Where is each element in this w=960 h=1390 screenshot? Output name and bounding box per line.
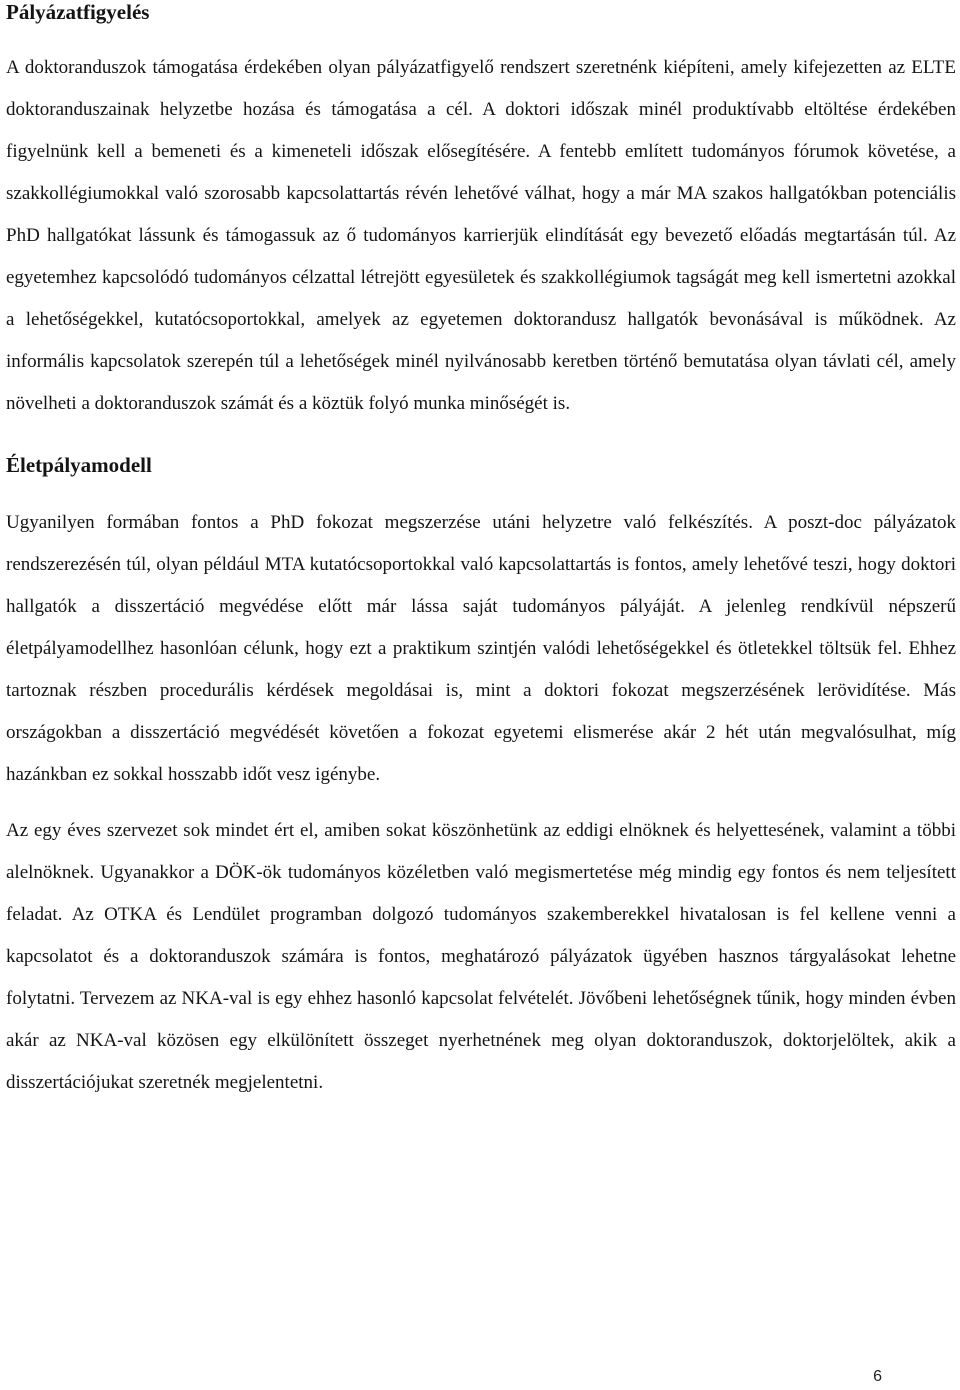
document-page: [6, 0, 956, 1104]
page-number: 6: [873, 1368, 882, 1385]
section-heading-eletpalyamodell: Életpályamodell: [6, 453, 152, 478]
body-paragraph: Az egy éves szervezet sok mindet ért el, amiben sokat köszönhetünk az eddigi elnöknek és helyettesének, valamint a többi alelnöknek. Ugyanakkor a DÖK-ök tudományos közéletben való megismertetése még mindig egy fontos és nem teljesített feladat. Az OTKA és Lendület programban dolgozó tudományos szakemberekkel hivatalosan is fel kellene venni a kapcsolatot és a doktoranduszok számára is fontos, meghatározó pályázatok ügyében hasznos tárgyalásokat lehetne folytatni. Tervezem az NKA-val is egy ehhez hasonló kapcsolat felvételét. Jövőbeni lehetőségnek tűnik, hogy minden évben akár az NKA-val közösen egy elkülönített összeget nyerhetnének meg olyan doktoranduszok, doktorjelöltek, akik a disszertációjukat szeretnék megjelentetni.: [6, 820, 956, 1094]
body-paragraph: Ugyanilyen formában fontos a PhD fokozat megszerzése utáni helyzetre való felkészítés. A poszt-doc pályázatok rendszerezésén túl, olyan például MTA kutatócsoportokkal való kapcsolattartás is fontos, amely lehetővé teszi, hogy doktori hallgatók a disszertáció megvédése előtt már lássa saját tudományos pályáját. A jelenleg rendkívül népszerű életpályamodellhez hasonlóan célunk, hogy ezt a praktikum szintjén valódi lehetőségekkel és ötletekkel töltsük fel. Ehhez tartoznak részben procedurális kérdések megoldásai is, mint a doktori fokozat megszerzésének lerövidítése. Más országokban a disszertáció megvédését követően a fokozat egyetemi elismerése akár 2 hét után megvalósulhat, míg hazánkban ez sokkal hosszabb időt vesz igénybe.: [6, 512, 956, 786]
body-paragraph: A doktoranduszok támogatása érdekében olyan pályázatfigyelő rendszert szeretnénk kiépíteni, amely kifejezetten az ELTE doktoranduszainak helyzetbe hozása és támogatása a cél. A doktori időszak minél produktívabb eltöltése érdekében figyelnünk kell a bemeneti és a kimeneteli időszak elősegítésére. A fentebb említett tudományos fórumok követése, a szakkollégiumokkal való szorosabb kapcsolattartás révén lehetővé válhat, hogy a már MA szakos hallgatókban potenciális PhD hallgatókat lássunk és támogassuk az ő tudományos karrierjük elindítását egy bevezető előadás megtartásán túl. Az egyetemhez kapcsolódó tudományos célzattal létrejött egyesületek és szakkollégiumok tagságát meg kell ismertetni azokkal a lehetőségekkel, kutatócsoportokkal, amelyek az egyetemen doktorandusz hallgatók bevonásával is működnek. Az informális kapcsolatok szerepén túl a lehetőségek minél nyilvánosabb keretben történő bemutatása olyan távlati cél, amely növelheti a doktoranduszok számát és a köztük folyó munka minőségét is.: [6, 57, 956, 415]
section-heading-palyazatfigyeles: Pályázatfigyelés: [6, 0, 150, 24]
